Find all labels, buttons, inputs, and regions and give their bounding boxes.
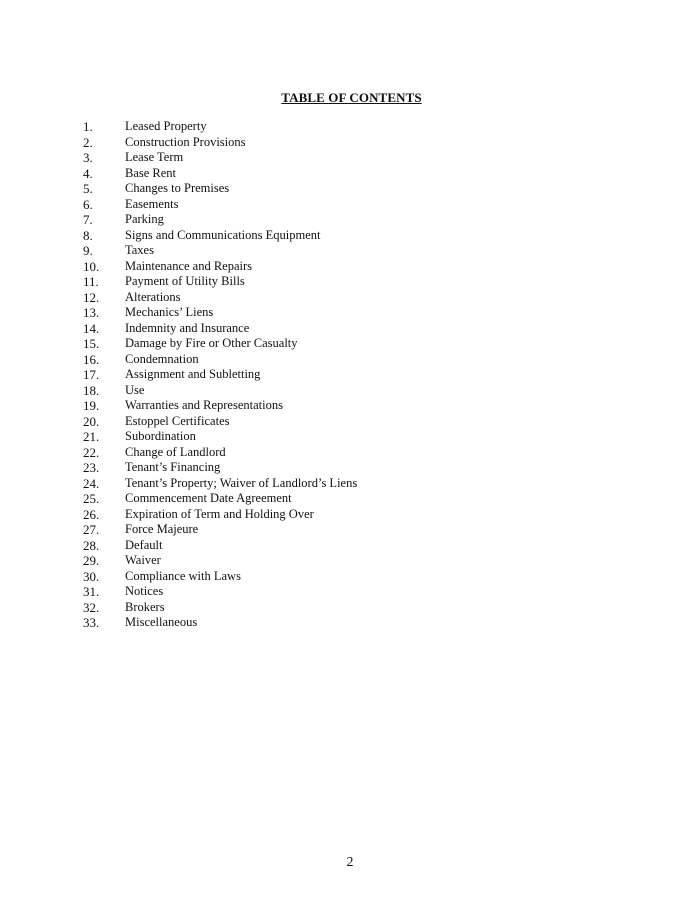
toc-entry xyxy=(83,460,357,476)
toc-entry xyxy=(83,538,357,554)
toc-entry xyxy=(83,119,357,135)
page-number: 2 xyxy=(346,855,354,870)
toc-entry xyxy=(83,491,357,507)
toc-entry-label: Brokers xyxy=(125,599,165,614)
toc-entry-label: Changes to Premises xyxy=(125,181,230,195)
toc-entry-number: 20. xyxy=(83,413,100,429)
toc-entry-number: 16. xyxy=(83,351,100,367)
toc-entry xyxy=(83,398,357,414)
toc-entry-label: Taxes xyxy=(125,243,154,257)
toc-entry xyxy=(83,150,357,166)
toc-list xyxy=(83,119,357,631)
toc-entry-number: 9. xyxy=(83,243,93,258)
toc-entry xyxy=(83,445,357,461)
toc-entry xyxy=(83,135,357,151)
toc-entry xyxy=(83,367,357,383)
toc-entry-number: 8. xyxy=(83,227,93,243)
toc-entry-number: 29. xyxy=(83,553,100,568)
toc-entry-label: Base Rent xyxy=(125,165,177,180)
toc-entry-label: Waiver xyxy=(125,553,161,567)
toc-entry xyxy=(83,352,357,368)
toc-entry xyxy=(83,600,357,616)
toc-entry-number: 3. xyxy=(83,150,93,165)
toc-entry-label: Mechanics’ Liens xyxy=(125,305,214,319)
toc-entry-label: Easements xyxy=(125,196,179,211)
toc-entry xyxy=(83,274,357,290)
toc-entry-label: Assignment and Subletting xyxy=(125,367,261,381)
toc-entry xyxy=(83,615,357,631)
toc-entry-number: 4. xyxy=(83,165,93,181)
page-title: TABLE OF CONTENTS xyxy=(281,90,422,105)
toc-entry-label: Default xyxy=(125,537,163,552)
toc-entry-number: 6. xyxy=(83,196,93,212)
toc-entry-label: Force Majeure xyxy=(125,522,199,536)
toc-entry-number: 11. xyxy=(83,274,99,289)
toc-entry-number: 27. xyxy=(83,522,100,537)
toc-entry-number: 33. xyxy=(83,615,100,630)
toc-entry-label: Parking xyxy=(125,212,164,226)
toc-entry-label: Warranties and Representations xyxy=(125,398,283,412)
toc-entry xyxy=(83,414,357,430)
toc-entry xyxy=(83,522,357,538)
toc-entry xyxy=(83,383,357,399)
toc-entry-label: Condemnation xyxy=(125,351,199,366)
toc-entry xyxy=(83,553,357,569)
toc-entry-number: 28. xyxy=(83,537,100,553)
toc-entry-number: 23. xyxy=(83,460,100,475)
toc-entry-label: Use xyxy=(125,382,145,397)
toc-entry-number: 18. xyxy=(83,382,100,398)
toc-entry-label: Leased Property xyxy=(125,119,207,133)
toc-entry xyxy=(83,197,357,213)
toc-entry xyxy=(83,290,357,306)
toc-entry-label: Miscellaneous xyxy=(125,615,198,629)
toc-entry-number: 22. xyxy=(83,444,100,460)
toc-entry-number: 19. xyxy=(83,398,100,413)
toc-entry-label: Change of Landlord xyxy=(125,444,226,459)
toc-entry xyxy=(83,476,357,492)
toc-entry-label: Compliance with Laws xyxy=(125,568,241,583)
toc-entry xyxy=(83,212,357,228)
toc-entry-number: 14. xyxy=(83,320,100,336)
toc-entry-number: 7. xyxy=(83,212,93,227)
toc-entry-label: Alterations xyxy=(125,289,181,304)
toc-entry-label: Construction Provisions xyxy=(125,134,246,149)
toc-entry-number: 30. xyxy=(83,568,100,584)
toc-entry-number: 25. xyxy=(83,491,100,506)
toc-entry xyxy=(83,507,357,523)
toc-entry-label: Payment of Utility Bills xyxy=(125,274,245,288)
toc-entry-label: Tenant’s Financing xyxy=(125,460,221,474)
toc-entry-label: Tenant’s Property; Waiver of Landlord’s Liens xyxy=(125,475,358,490)
toc-entry-number: 12. xyxy=(83,289,100,305)
toc-entry-number: 1. xyxy=(83,119,93,134)
toc-entry-number: 26. xyxy=(83,506,100,522)
toc-entry-label: Notices xyxy=(125,584,164,598)
toc-entry-label: Signs and Communications Equipment xyxy=(125,227,321,242)
toc-entry-number: 24. xyxy=(83,475,100,491)
toc-entry-label: Damage by Fire or Other Casualty xyxy=(125,336,298,350)
toc-entry-number: 13. xyxy=(83,305,100,320)
toc-entry xyxy=(83,228,357,244)
toc-entry xyxy=(83,166,357,182)
toc-entry-label: Lease Term xyxy=(125,150,184,164)
toc-entry xyxy=(83,305,357,321)
toc-entry-label: Expiration of Term and Holding Over xyxy=(125,506,314,521)
toc-entry-label: Maintenance and Repairs xyxy=(125,258,253,273)
toc-entry-number: 15. xyxy=(83,336,100,351)
toc-entry xyxy=(83,569,357,585)
toc-entry-label: Subordination xyxy=(125,429,196,443)
toc-entry-number: 5. xyxy=(83,181,93,196)
toc-entry-number: 32. xyxy=(83,599,100,615)
toc-entry-label: Commencement Date Agreement xyxy=(125,491,292,505)
toc-entry xyxy=(83,181,357,197)
toc-entry-number: 17. xyxy=(83,367,100,382)
toc-entry-number: 31. xyxy=(83,584,100,599)
toc-entry xyxy=(83,259,357,275)
toc-entry-number: 21. xyxy=(83,429,100,444)
toc-entry xyxy=(83,429,357,445)
toc-entry-number: 10. xyxy=(83,258,100,274)
toc-entry xyxy=(83,243,357,259)
toc-entry-label: Indemnity and Insurance xyxy=(125,320,250,335)
toc-entry-number: 2. xyxy=(83,134,93,150)
toc-entry-label: Estoppel Certificates xyxy=(125,413,230,428)
toc-entry xyxy=(83,584,357,600)
toc-entry xyxy=(83,321,357,337)
toc-entry xyxy=(83,336,357,352)
